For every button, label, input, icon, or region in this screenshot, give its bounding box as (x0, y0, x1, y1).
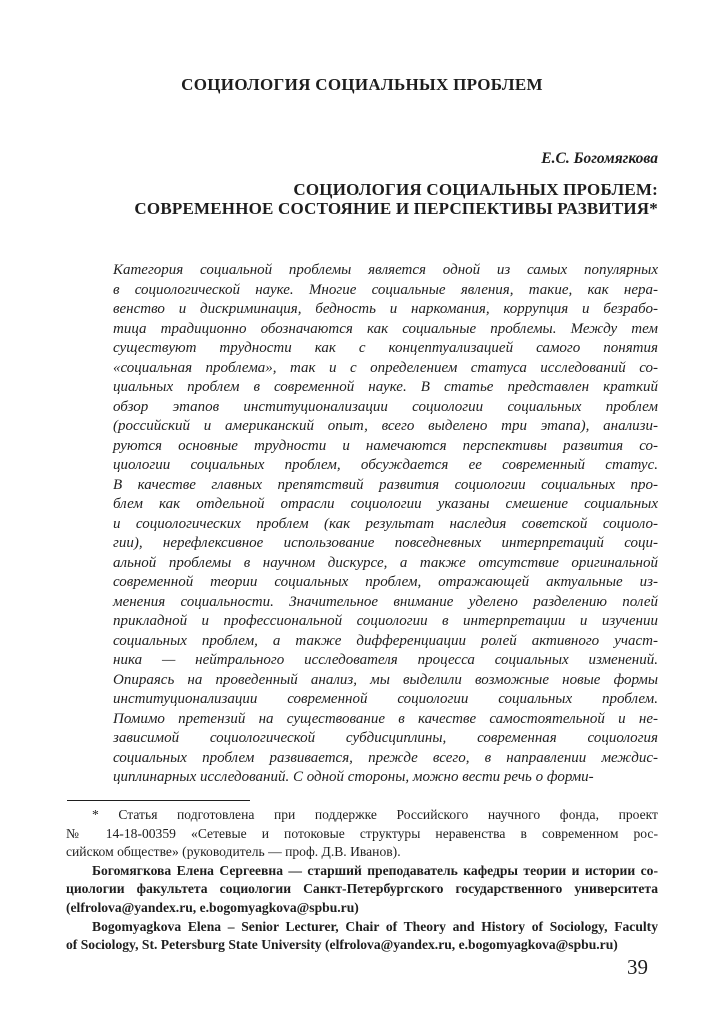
text-line: сийском обществе» (руководитель — проф. Д.В. Иванов). (66, 844, 401, 860)
text-line: гии), нерефлексивное использование повседневных интерпретаций соци- (113, 535, 658, 551)
text-line: of Sociology, St. Petersburg State University (elfrolova@yandex.ru, e.bogomyagkova@spbu.ru) (66, 937, 618, 953)
section-header: СОЦИОЛОГИЯ СОЦИАЛЬНЫХ ПРОБЛЕМ (181, 75, 543, 94)
text-line: циплинарных исследований. С одной стороны, можно вести речь о форми- (113, 769, 594, 785)
text-line: социальных проблем развивается, прежде всего, в направлении междис- (113, 749, 658, 766)
text-line: СОЦИОЛОГИЯ СОЦИАЛЬНЫХ ПРОБЛЕМ: (293, 180, 658, 199)
text-line: блем как отдельной отрасли социологии указаны смешение социальных (113, 496, 658, 512)
text-line: менения социальности. Значительное внимание уделено разделению полей (113, 593, 658, 610)
text-line: ника — нейтрального исследователя процесса социальных изменений. (113, 652, 658, 668)
text-line: тица традиционно обозначаются как социальные проблемы. Между тем (113, 320, 658, 337)
text-line: Помимо претензий на существование в качестве самостоятельной и не- (113, 710, 658, 727)
text-line: альной проблемы в научном дискурсе, а также отсутствие оригинальной (113, 554, 658, 571)
text-line: социальных проблем, а также дифференциации ролей активного участ- (113, 632, 658, 649)
text-line: институционализации современной социологии социальных проблем. (113, 691, 658, 707)
footnote-author-info-en (66, 918, 658, 955)
footnote-separator (67, 800, 250, 801)
text-line: венство и дискриминация, бедность и наркомания, коррупция и безрабо- (113, 301, 658, 317)
text-line: (российский и американский опыт, всего выделено три этапа), анализи- (113, 418, 658, 434)
article-abstract (113, 261, 658, 788)
text-line: современной теории социальных проблем, отражающей актуальные из- (113, 574, 658, 590)
article-author: Е.С. Богомягкова (541, 150, 658, 167)
text-line: СОВРЕМЕННОЕ СОСТОЯНИЕ И ПЕРСПЕКТИВЫ РАЗВИТИЯ* (134, 198, 658, 218)
text-line: В качестве главных препятствий развития социологии социальных про- (113, 476, 658, 493)
text-line: «социальная проблема», так и с определением статуса исследований со- (113, 359, 658, 376)
page-number: 39 (627, 955, 648, 979)
article-title (66, 181, 658, 218)
text-line: циальных проблем в современной науке. В статье представлен краткий (113, 379, 658, 395)
text-line: обзор этапов институционализации социологии социальных проблем (113, 398, 658, 415)
text-line: Опираясь на проведенный анализ, мы выделили возможные новые формы (113, 671, 658, 688)
text-line: в социологической науке. Многие социальные явления, такие, как нера- (113, 281, 658, 298)
text-line: зависимой социологической субдисциплины, современная социология (113, 730, 658, 746)
text-line: * Статья подготовлена при поддержке Российского научного фонда, проект (92, 807, 658, 822)
text-line: (elfrolova@yandex.ru, e.bogomyagkova@spbu.ru) (66, 899, 359, 915)
text-line: № 14-18-00359 «Сетевые и потоковые структуры неравенства в современном рос- (66, 825, 658, 841)
text-line: Богомягкова Елена Сергеевна — старший преподаватель кафедры теории и истории со- (92, 862, 658, 878)
footnote-author-info-ru (66, 862, 658, 918)
text-line: Категория социальной проблемы является одной из самых популярных (113, 262, 658, 278)
text-line: прикладной и профессиональной социологии в интерпретации и изучении (113, 613, 658, 629)
text-line: руются основные трудности и намечаются перспективы развития со- (113, 437, 658, 454)
text-line: Bogomyagkova Elena – Senior Lecturer, Chair of Theory and History of Sociology, Faculty (92, 918, 658, 934)
footnote-funding (66, 806, 658, 862)
text-line: существуют трудности как с концептуализацией самого понятия (113, 340, 658, 356)
footnote-block (66, 806, 658, 955)
text-line: циологии социальных проблем, обсуждается ее современный статус. (113, 457, 658, 473)
text-line: и социологических проблем (как результат наследия советской социоло- (113, 515, 658, 532)
text-line: циологии факультета социологии Санкт-Петербургского государственного университета (66, 881, 658, 897)
